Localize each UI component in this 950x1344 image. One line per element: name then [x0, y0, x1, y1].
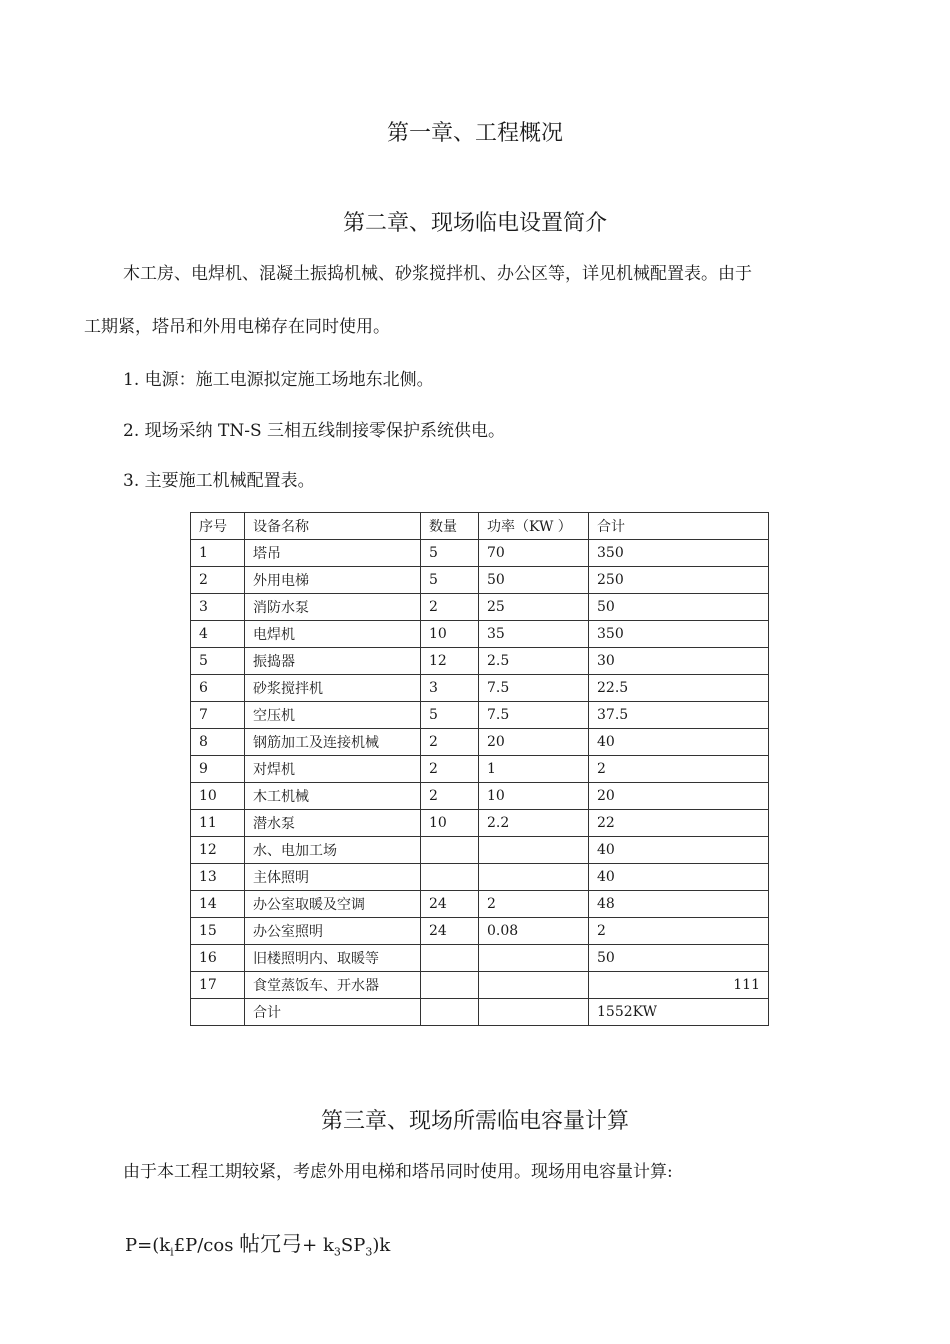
- cell-power: 0.08: [479, 918, 589, 945]
- cell-name: 办公室照明: [245, 918, 421, 945]
- chapter2-heading: 第二章、现场临电设置简介: [342, 211, 607, 236]
- formula-part-1: P=(k: [125, 1235, 171, 1256]
- formula-part-4: SP: [340, 1235, 366, 1256]
- cell-power: 50: [479, 567, 589, 594]
- cell-power: 35: [479, 621, 589, 648]
- cell-seq: 5: [191, 648, 245, 675]
- cell-total: 37.5: [589, 702, 769, 729]
- table-row: [191, 864, 769, 891]
- list-item-1: 1. 电源：施工电源拟定施工场地东北侧。: [123, 370, 434, 390]
- table-row: [191, 810, 769, 837]
- cell-name: 食堂蒸饭车、开水器: [245, 972, 421, 999]
- formula-part-2: £P/cos: [173, 1235, 240, 1256]
- cell-name: 潜水泵: [245, 810, 421, 837]
- table-row: [191, 540, 769, 567]
- formula-part-3: + k: [302, 1235, 334, 1256]
- cell-seq: 15: [191, 918, 245, 945]
- cell-power: 2.5: [479, 648, 589, 675]
- cell-seq: 8: [191, 729, 245, 756]
- cell-total: 20: [589, 783, 769, 810]
- cell-seq: 4: [191, 621, 245, 648]
- cell-name: 砂浆搅拌机: [245, 675, 421, 702]
- cell-power: [479, 945, 589, 972]
- cell-qty: 5: [421, 702, 479, 729]
- cell-qty: [421, 837, 479, 864]
- cell-power: 2.2: [479, 810, 589, 837]
- cell-qty: 2: [421, 783, 479, 810]
- cell-power: [479, 864, 589, 891]
- table-row: [191, 756, 769, 783]
- header-cell-name: 设备名称: [245, 513, 421, 540]
- header-cell-power: 功率（KW ）: [479, 513, 589, 540]
- cell-qty: 10: [421, 810, 479, 837]
- cell-power: 7.5: [479, 675, 589, 702]
- chapter1-heading: 第一章、工程概况: [386, 121, 563, 146]
- cell-name: 合计: [245, 999, 421, 1026]
- table-row: [191, 729, 769, 756]
- table-row: [191, 567, 769, 594]
- cell-name: 主体照明: [245, 864, 421, 891]
- cell-total: 350: [589, 621, 769, 648]
- cell-qty: 12: [421, 648, 479, 675]
- formula-sub-3: 3: [333, 1245, 341, 1259]
- cell-seq: 16: [191, 945, 245, 972]
- cell-seq: 12: [191, 837, 245, 864]
- cell-seq: 3: [191, 594, 245, 621]
- cell-seq: 6: [191, 675, 245, 702]
- cell-name: 消防水泵: [245, 594, 421, 621]
- cell-name: 振捣器: [245, 648, 421, 675]
- cell-power: [479, 999, 589, 1026]
- cell-power: 7.5: [479, 702, 589, 729]
- table-row: [191, 891, 769, 918]
- cell-power: 20: [479, 729, 589, 756]
- cell-qty: [421, 864, 479, 891]
- cell-power: 2: [479, 891, 589, 918]
- cell-name: 电焊机: [245, 621, 421, 648]
- cell-total: 50: [589, 594, 769, 621]
- list-item-2: 2. 现场采纳 TN-S 三相五线制接零保护系统供电。: [123, 421, 506, 441]
- cell-total: 40: [589, 864, 769, 891]
- cell-power: [479, 972, 589, 999]
- cell-total: 22: [589, 810, 769, 837]
- cell-qty: [421, 945, 479, 972]
- cell-total: 22.5: [589, 675, 769, 702]
- table-row: [191, 621, 769, 648]
- power-formula: [125, 1228, 390, 1259]
- cell-name: 塔吊: [245, 540, 421, 567]
- table-row: [191, 999, 769, 1026]
- formula-part-5: )k: [372, 1235, 391, 1256]
- table-row: [191, 945, 769, 972]
- cell-seq: 2: [191, 567, 245, 594]
- cell-power: [479, 837, 589, 864]
- table-row: [191, 837, 769, 864]
- cell-total: 30: [589, 648, 769, 675]
- table-row: [191, 783, 769, 810]
- cell-total: 40: [589, 837, 769, 864]
- cell-power: 25: [479, 594, 589, 621]
- cell-seq: 17: [191, 972, 245, 999]
- cell-seq: 10: [191, 783, 245, 810]
- cell-name: 对焊机: [245, 756, 421, 783]
- cell-seq: 14: [191, 891, 245, 918]
- cell-total: 250: [589, 567, 769, 594]
- header-cell-seq: 序号: [191, 513, 245, 540]
- formula-garbled-glyphs: 帖冗弓: [239, 1232, 303, 1256]
- cell-seq: 1: [191, 540, 245, 567]
- cell-total: 2: [589, 918, 769, 945]
- cell-qty: 2: [421, 729, 479, 756]
- calculation-intro: 由于本工程工期较紧，考虑外用电梯和塔吊同时使用。现场用电容量计算:: [123, 1162, 673, 1182]
- cell-total: 40: [589, 729, 769, 756]
- cell-qty: 2: [421, 594, 479, 621]
- table-row: [191, 675, 769, 702]
- cell-total: 1552KW: [589, 999, 769, 1026]
- cell-seq: [191, 999, 245, 1026]
- cell-power: 10: [479, 783, 589, 810]
- cell-qty: [421, 999, 479, 1026]
- cell-seq: 13: [191, 864, 245, 891]
- equipment-table: [190, 512, 769, 1026]
- cell-qty: 2: [421, 756, 479, 783]
- cell-qty: 10: [421, 621, 479, 648]
- table-row: [191, 594, 769, 621]
- cell-name: 办公室取暖及空调: [245, 891, 421, 918]
- cell-qty: [421, 972, 479, 999]
- cell-name: 空压机: [245, 702, 421, 729]
- cell-total: 111: [589, 972, 769, 999]
- cell-qty: 5: [421, 540, 479, 567]
- cell-qty: 24: [421, 891, 479, 918]
- cell-name: 旧楼照明内、取暖等: [245, 945, 421, 972]
- cell-name: 钢筋加工及连接机械: [245, 729, 421, 756]
- cell-name: 外用电梯: [245, 567, 421, 594]
- header-cell-qty: 数量: [421, 513, 479, 540]
- intro-line-1: 木工房、电焊机、混凝土振捣机械、砂浆搅拌机、办公区等，详见机械配置表。由于: [123, 264, 752, 284]
- cell-seq: 7: [191, 702, 245, 729]
- cell-name: 木工机械: [245, 783, 421, 810]
- table-row: [191, 648, 769, 675]
- list-item-3: 3. 主要施工机械配置表。: [123, 471, 315, 491]
- chapter3-heading: 第三章、现场所需临电容量计算: [320, 1109, 629, 1134]
- cell-qty: 24: [421, 918, 479, 945]
- table-row: [191, 972, 769, 999]
- cell-total: 48: [589, 891, 769, 918]
- intro-line-2: 工期紧，塔吊和外用电梯存在同时使用。: [84, 317, 390, 337]
- cell-total: 350: [589, 540, 769, 567]
- header-cell-total: 合计: [589, 513, 769, 540]
- cell-power: 70: [479, 540, 589, 567]
- cell-seq: 9: [191, 756, 245, 783]
- formula-sub-1: i: [170, 1245, 174, 1259]
- cell-seq: 11: [191, 810, 245, 837]
- table-header-row: [191, 513, 769, 540]
- formula-sub-4: 3: [365, 1245, 373, 1259]
- cell-power: 1: [479, 756, 589, 783]
- cell-qty: 3: [421, 675, 479, 702]
- cell-total: 50: [589, 945, 769, 972]
- cell-total: 2: [589, 756, 769, 783]
- cell-qty: 5: [421, 567, 479, 594]
- cell-name: 水、电加工场: [245, 837, 421, 864]
- table-row: [191, 702, 769, 729]
- table-row: [191, 918, 769, 945]
